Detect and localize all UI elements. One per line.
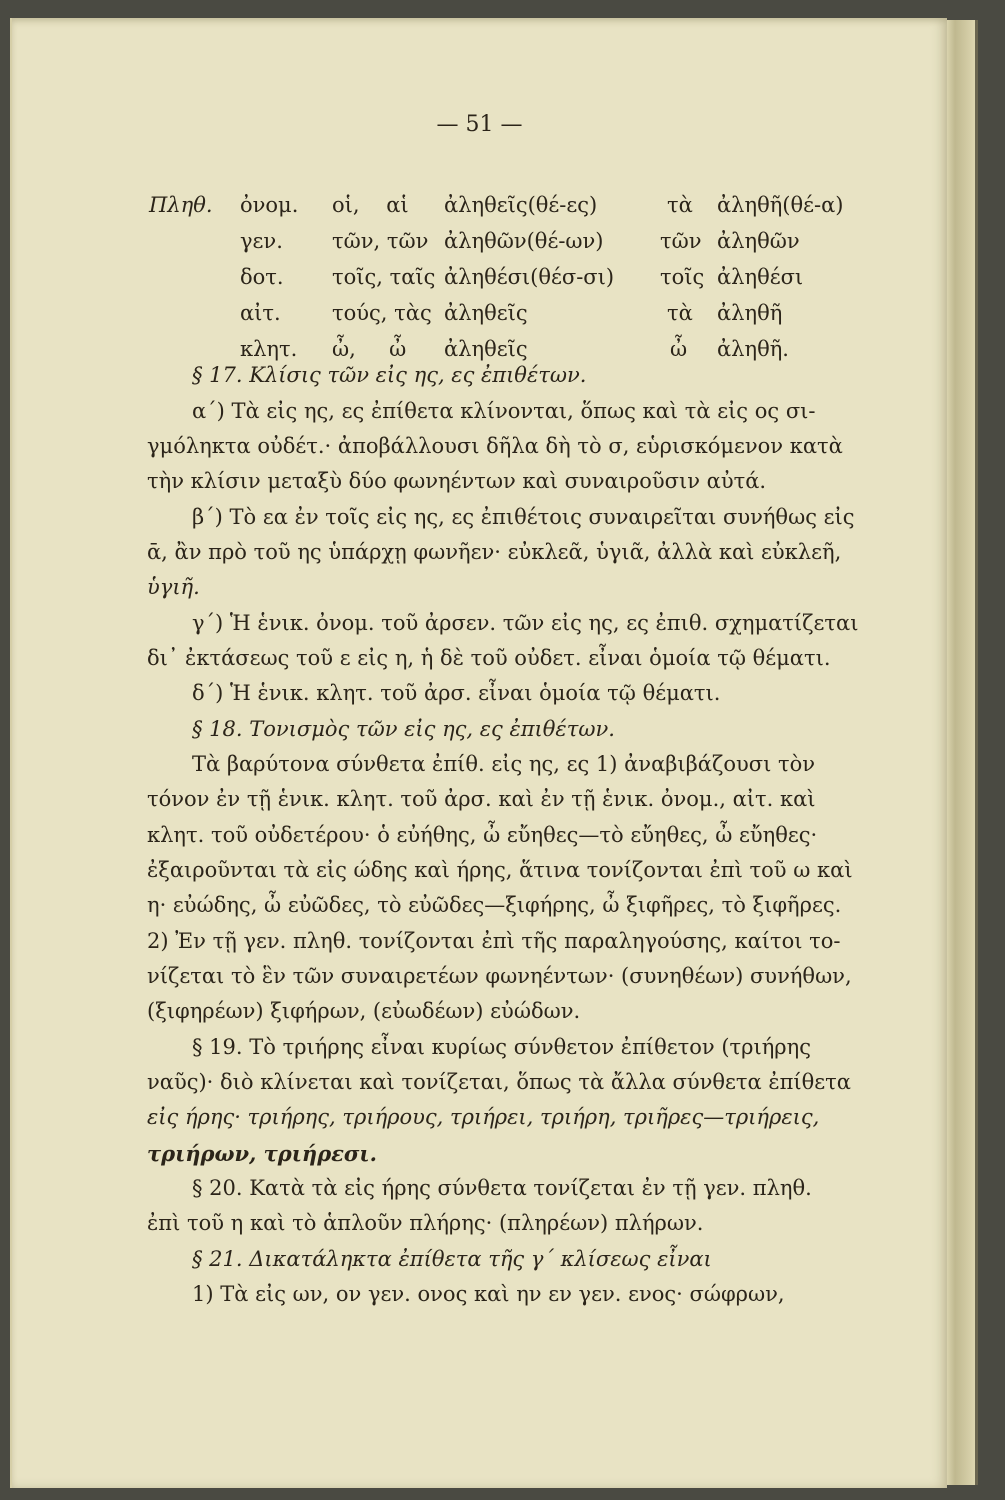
text-line: (ξιφηρέων) ξιφήρων, (εὐωδέων) εὐώδων. <box>147 999 581 1023</box>
neuter-form: ἀληθῆ <box>717 301 783 325</box>
neuter-article: τὰ <box>667 193 693 217</box>
neuter-article: τῶν <box>660 229 702 253</box>
neuter-article: τοῖς <box>660 265 705 289</box>
text-line: Τὰ βαρύτονα σύνθετα ἐπίθ. εἰς ης, ες 1) ἀναβιβάζουσι τὸν <box>192 752 816 776</box>
text-line: η· εὐώδης, ὦ εὐῶδες, τὸ εὐῶδες—ξιφήρης, ὦ ξιφῆρες, τὸ ξιφῆρες. <box>147 893 842 917</box>
text-line: τόνον ἐν τῇ ἑνικ. κλητ. τοῦ ἀρσ. καὶ ἐν τῇ ἑνικ. ὀνομ., αἰτ. καὶ <box>147 787 816 811</box>
page-number: — 51 — <box>436 112 523 137</box>
text-line: νίζεται τὸ ἓν τῶν συναιρετέων φωνηέντων· (συνηθέων) συνήθων, <box>147 964 852 988</box>
declension-label: Πληθ. <box>149 193 213 217</box>
article-forms: τοῖς, ταῖς <box>332 265 436 289</box>
neuter-form: ἀληθῶν <box>717 229 800 253</box>
text-line: α΄) Τὰ εἰς ης, ες ἐπίθετα κλίνονται, ὅπως καὶ τὰ εἰς ος σι- <box>192 399 816 423</box>
article-forms: οἱ, αἱ <box>332 193 409 217</box>
neuter-form: ἀληθέσι <box>717 265 804 289</box>
text-line: κλητ. τοῦ οὐδετέρου· ὁ εὐήθης, ὦ εὔηθες—τὸ εὔηθες, ὦ εὔηθες· <box>147 823 818 847</box>
text-line: ὑγιῆ. <box>147 575 200 599</box>
text-line: β΄) Τὸ εα ἐν τοῖς εἰς ης, ες ἐπιθέτοις συναιρεῖται συνήθως εἰς <box>192 505 855 529</box>
text-line: 2) Ἐν τῇ γεν. πληθ. τονίζονται ἐπὶ τῆς παραληγούσης, καίτοι το- <box>147 929 841 953</box>
article-forms: τῶν, τῶν <box>332 229 429 253</box>
text-line: δ΄) Ἡ ἑνικ. κλητ. τοῦ ἀρσ. εἶναι ὁμοία τῷ θέματι. <box>192 681 721 705</box>
article-forms: ὦ, ὦ <box>332 337 407 361</box>
article-forms: τούς, τὰς <box>332 301 432 325</box>
case-label: γεν. <box>240 229 283 253</box>
text-line: γμόληκτα οὐδέτ.· ἀποβάλλουσι δῆλα δὴ τὸ σ, εὑρισκόμενον κατὰ <box>147 434 843 458</box>
case-label: δοτ. <box>240 265 284 289</box>
neuter-form: ἀληθῆ(θέ-α) <box>717 193 844 217</box>
text-line: τὴν κλίσιν μεταξὺ δύο φωνηέντων καὶ συναιροῦσιν αὐτά. <box>147 469 767 493</box>
case-label: αἰτ. <box>240 301 281 325</box>
section-heading-18: § 18. Τονισμὸς τῶν εἰς ης, ες ἐπιθέτων. <box>192 717 615 741</box>
text-line: ἐπὶ τοῦ η καὶ τὸ ἁπλοῦν πλήρης· (πληρέων) πλήρων. <box>147 1211 704 1235</box>
text-line: 1) Τὰ εἰς ων, ον γεν. ονος καὶ ην εν γεν. ενος· σώφρων, <box>192 1282 785 1306</box>
section-heading-21: § 21. Δικατάληκτα ἐπίθετα τῆς γ΄ κλίσεως εἶναι <box>192 1247 712 1271</box>
text-line: γ΄) Ἡ ἑνικ. ὀνομ. τοῦ ἀρσεν. τῶν εἰς ης, ες ἐπιθ. σχηματίζεται <box>192 611 859 635</box>
section-heading-17: § 17. Κλίσις τῶν εἰς ης, ες ἐπιθέτων. <box>192 363 587 387</box>
text-line: εἰς ήρης· τριήρης, τριήρους, τριήρει, τριήρη, τριῆρες—τριήρεις, <box>147 1105 820 1129</box>
adjective-form: ἀληθῶν(θέ-ων) <box>444 229 604 253</box>
neuter-article: ὦ <box>670 337 688 361</box>
text-line: τριήρων, τριήρεσι. <box>147 1141 377 1166</box>
adjective-form: ἀληθεῖς <box>444 301 528 325</box>
text-line: ᾱ, ἂν πρὸ τοῦ ης ὑπάρχῃ φωνῆεν· εὐκλεᾶ, ὑγιᾶ, ἀλλὰ καὶ εὐκλεῆ, <box>147 540 842 564</box>
text-line: δι᾽ ἐκτάσεως τοῦ ε εἰς η, ἡ δὲ τοῦ οὐδετ. εἶναι ὁμοία τῷ θέματι. <box>147 646 831 670</box>
book-page <box>10 18 947 1488</box>
case-label: κλητ. <box>240 337 298 361</box>
adjective-form: ἀληθεῖς <box>444 337 528 361</box>
section-heading-19: § 19. Τὸ τριήρης εἶναι κυρίως σύνθετον ἐπίθετον (τριήρης <box>192 1035 811 1059</box>
case-label: ὀνομ. <box>240 193 299 217</box>
text-line: ἐξαιροῦνται τὰ εἰς ώδης καὶ ήρης, ἅτινα τονίζονται ἐπὶ τοῦ ω καὶ <box>147 858 853 882</box>
neuter-form: ἀληθῆ. <box>717 337 789 361</box>
page-text <box>12 18 947 1488</box>
adjective-form: ἀληθεῖς(θέ-ες) <box>444 193 598 217</box>
adjective-form: ἀληθέσι(θέσ-σι) <box>444 265 615 289</box>
section-heading-20: § 20. Κατὰ τὰ εἰς ήρης σύνθετα τονίζεται ἐν τῇ γεν. πληθ. <box>192 1176 812 1200</box>
neuter-article: τὰ <box>667 301 693 325</box>
text-line: ναῦς)· διὸ κλίνεται καὶ τονίζεται, ὅπως τὰ ἄλλα σύνθετα ἐπίθετα <box>147 1070 851 1094</box>
